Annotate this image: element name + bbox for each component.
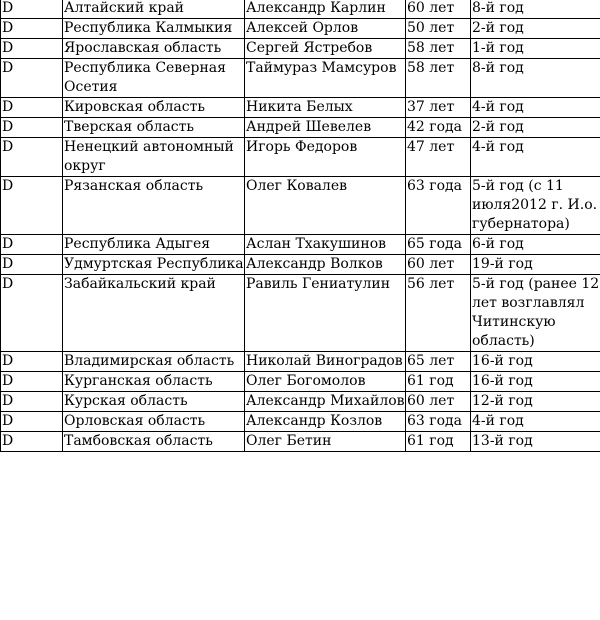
party-cell: D [1, 0, 63, 19]
term-cell: 4-й год [471, 138, 600, 177]
party-cell: D [1, 235, 63, 255]
age-cell: 63 года [406, 177, 471, 235]
region-cell: Тверская область [63, 118, 245, 138]
term-cell: 13-й год [471, 432, 600, 452]
age-cell: 37 лет [406, 98, 471, 118]
age-cell: 61 год [406, 372, 471, 392]
governor-name-cell: Александр Волков [245, 255, 406, 275]
term-cell: 5-й год (ранее 12 лет возглавлял Читинскую область) [471, 275, 600, 352]
party-cell: D [1, 392, 63, 412]
party-cell: D [1, 432, 63, 452]
region-cell: Республика Адыгея [63, 235, 245, 255]
party-cell: D [1, 59, 63, 98]
party-cell: D [1, 255, 63, 275]
age-cell: 63 года [406, 412, 471, 432]
governor-name-cell: Олег Ковалев [245, 177, 406, 235]
table-row [1, 59, 600, 98]
governor-name-cell: Таймураз Мамсуров [245, 59, 406, 98]
governor-name-cell: Алексей Орлов [245, 19, 406, 39]
table-row [1, 19, 600, 39]
region-cell: Владимирская область [63, 352, 245, 372]
region-cell: Республика Северная Осетия [63, 59, 245, 98]
table-row [1, 235, 600, 255]
age-cell: 60 лет [406, 0, 471, 19]
term-cell: 16-й год [471, 352, 600, 372]
party-cell: D [1, 412, 63, 432]
region-cell: Тамбовская область [63, 432, 245, 452]
governor-name-cell: Александр Карлин [245, 0, 406, 19]
table-row [1, 118, 600, 138]
age-cell: 65 лет [406, 352, 471, 372]
age-cell: 65 года [406, 235, 471, 255]
governor-name-cell: Равиль Гениатулин [245, 275, 406, 352]
term-cell: 16-й год [471, 372, 600, 392]
party-cell: D [1, 372, 63, 392]
term-cell: 2-й год [471, 19, 600, 39]
table-row [1, 352, 600, 372]
region-cell: Ярославская область [63, 39, 245, 59]
region-cell: Орловская область [63, 412, 245, 432]
term-cell: 8-й год [471, 0, 600, 19]
party-cell: D [1, 177, 63, 235]
table-row [1, 98, 600, 118]
term-cell: 5-й год (с 11 июля2012 г. И.о. губернатора) [471, 177, 600, 235]
age-cell: 56 лет [406, 275, 471, 352]
party-cell: D [1, 138, 63, 177]
governor-name-cell: Олег Богомолов [245, 372, 406, 392]
table-row [1, 412, 600, 432]
region-cell: Забайкальский край [63, 275, 245, 352]
region-cell: Удмуртская Республика [63, 255, 245, 275]
party-cell: D [1, 19, 63, 39]
age-cell: 50 лет [406, 19, 471, 39]
table-row [1, 432, 600, 452]
term-cell: 8-й год [471, 59, 600, 98]
age-cell: 60 лет [406, 255, 471, 275]
party-cell: D [1, 352, 63, 372]
term-cell: 1-й год [471, 39, 600, 59]
table-row [1, 275, 600, 352]
term-cell: 4-й год [471, 98, 600, 118]
table-row [1, 177, 600, 235]
age-cell: 58 лет [406, 59, 471, 98]
region-cell: Курская область [63, 392, 245, 412]
governor-name-cell: Александр Козлов [245, 412, 406, 432]
region-cell: Алтайский край [63, 0, 245, 19]
party-cell: D [1, 275, 63, 352]
governor-name-cell: Сергей Ястребов [245, 39, 406, 59]
table-row [1, 39, 600, 59]
age-cell: 47 лет [406, 138, 471, 177]
governor-name-cell: Николай Виноградов [245, 352, 406, 372]
party-cell: D [1, 118, 63, 138]
party-cell: D [1, 39, 63, 59]
governor-name-cell: Никита Белых [245, 98, 406, 118]
age-cell: 61 год [406, 432, 471, 452]
governor-name-cell: Андрей Шевелев [245, 118, 406, 138]
term-cell: 4-й год [471, 412, 600, 432]
region-cell: Республика Калмыкия [63, 19, 245, 39]
age-cell: 60 лет [406, 392, 471, 412]
region-cell: Кировская область [63, 98, 245, 118]
governor-name-cell: Александр Михайлов [245, 392, 406, 412]
table-row [1, 0, 600, 19]
region-cell: Ненецкий автономный округ [63, 138, 245, 177]
governor-name-cell: Игорь Федоров [245, 138, 406, 177]
term-cell: 6-й год [471, 235, 600, 255]
age-cell: 58 лет [406, 39, 471, 59]
age-cell: 42 года [406, 118, 471, 138]
table-body [1, 0, 600, 452]
region-cell: Курганская область [63, 372, 245, 392]
table-row [1, 392, 600, 412]
table-row [1, 255, 600, 275]
term-cell: 12-й год [471, 392, 600, 412]
region-cell: Рязанская область [63, 177, 245, 235]
table-row [1, 138, 600, 177]
table-row [1, 372, 600, 392]
party-cell: D [1, 98, 63, 118]
term-cell: 19-й год [471, 255, 600, 275]
governor-name-cell: Олег Бетин [245, 432, 406, 452]
term-cell: 2-й год [471, 118, 600, 138]
governor-name-cell: Аслан Тхакушинов [245, 235, 406, 255]
